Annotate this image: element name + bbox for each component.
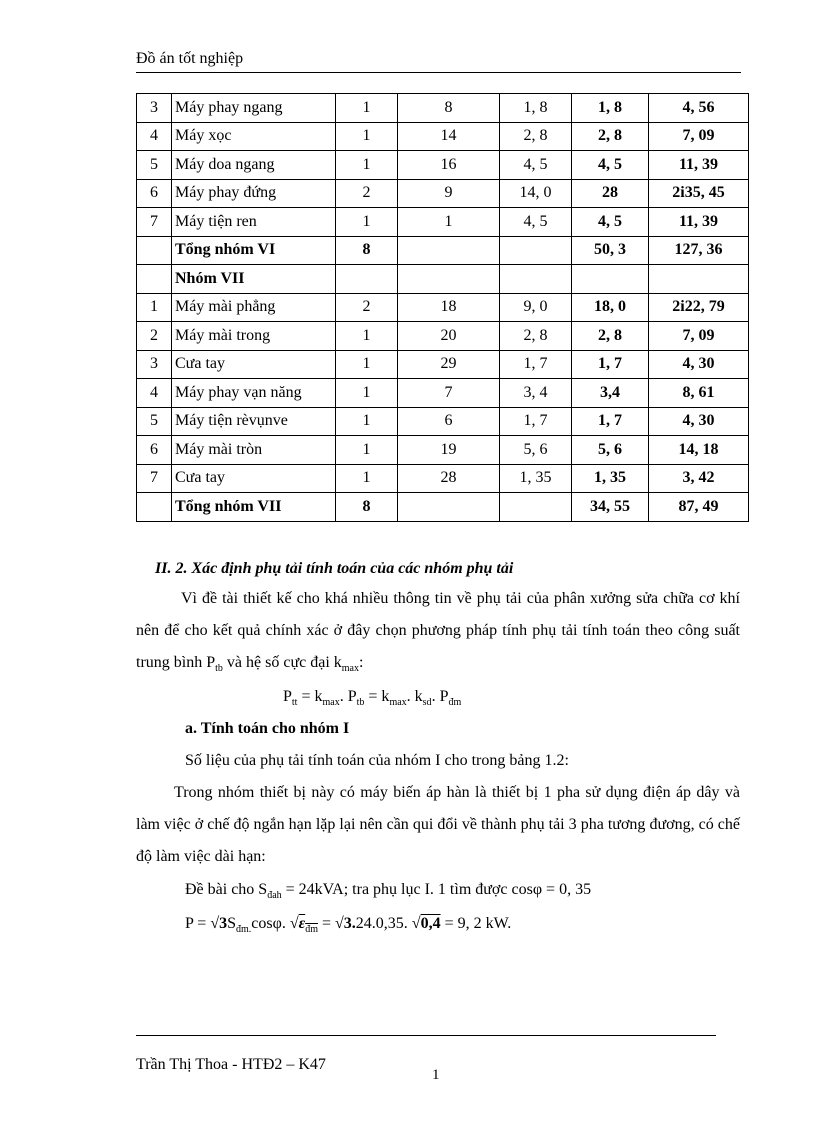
table-cell: 1, 35 bbox=[500, 464, 572, 493]
table-cell: Máy tiện ren bbox=[172, 208, 336, 237]
subscript-max: max bbox=[341, 663, 359, 675]
table-row bbox=[137, 293, 749, 322]
table-cell: 3, 4 bbox=[500, 379, 572, 408]
table-cell: 20 bbox=[398, 322, 500, 351]
table-cell: 18, 0 bbox=[572, 293, 649, 322]
table-cell: 4, 56 bbox=[649, 94, 749, 123]
table-row bbox=[137, 493, 749, 522]
table-row bbox=[137, 379, 749, 408]
table-cell: 14 bbox=[398, 122, 500, 151]
table-cell: 2, 8 bbox=[572, 322, 649, 351]
table-cell: 4, 5 bbox=[500, 151, 572, 180]
paragraph-method-end: : bbox=[358, 654, 364, 671]
table-row bbox=[137, 265, 749, 294]
subscript-tb: tb bbox=[215, 663, 223, 675]
table-cell: 8 bbox=[336, 493, 398, 522]
footer-divider bbox=[136, 1035, 716, 1036]
table-cell: 2 bbox=[336, 179, 398, 208]
table-cell: 2, 8 bbox=[500, 122, 572, 151]
table-cell: 4, 30 bbox=[649, 407, 749, 436]
table-cell: 4, 5 bbox=[572, 151, 649, 180]
table-cell: Tổng nhóm VII bbox=[172, 493, 336, 522]
table-cell bbox=[500, 236, 572, 265]
table-cell: 28 bbox=[398, 464, 500, 493]
table-cell: 1 bbox=[137, 293, 172, 322]
table-cell: 3, 42 bbox=[649, 464, 749, 493]
table-cell: 2i22, 79 bbox=[649, 293, 749, 322]
document-header-title: Đồ án tốt nghiệp bbox=[136, 50, 244, 67]
table-cell: 16 bbox=[398, 151, 500, 180]
table-cell: 4, 5 bbox=[572, 208, 649, 237]
table-cell: 1 bbox=[336, 350, 398, 379]
table-cell: 4, 5 bbox=[500, 208, 572, 237]
table-row bbox=[137, 94, 749, 123]
formula-ptt: $P_{tt} = k_{max}$. $P_{tb} = k_{max}$. $k_{sd}$. $P_{đm}$ bbox=[283, 688, 462, 709]
table-cell: Nhóm VII bbox=[172, 265, 336, 294]
paragraph-method-text: Vì đề tài thiết kế cho khá nhiều thông tin về phụ tải của phân xưởng sửa chữa cơ khí nên để cho kết quả chính xác ở đây chọn phương pháp tính phụ tải tính toán theo công suất trung bình P bbox=[136, 590, 740, 671]
table-row bbox=[137, 350, 749, 379]
table-cell: 6 bbox=[137, 436, 172, 465]
table-cell: 7, 09 bbox=[649, 122, 749, 151]
table-cell: 2i35, 45 bbox=[649, 179, 749, 208]
paragraph-method-mid: và hệ số cực đại k bbox=[222, 654, 342, 671]
table-cell: 7 bbox=[398, 379, 500, 408]
table-cell: 4, 30 bbox=[649, 350, 749, 379]
table-cell: 1, 8 bbox=[572, 94, 649, 123]
table-cell: Máy phay đứng bbox=[172, 179, 336, 208]
table-cell: 2 bbox=[137, 322, 172, 351]
table-row bbox=[137, 122, 749, 151]
table-cell: 3 bbox=[137, 350, 172, 379]
table-row bbox=[137, 322, 749, 351]
table-cell: 5 bbox=[137, 407, 172, 436]
table-cell: 8 bbox=[336, 236, 398, 265]
table-cell: 1, 7 bbox=[500, 350, 572, 379]
table-cell: 1 bbox=[336, 464, 398, 493]
table-cell: Máy xọc bbox=[172, 122, 336, 151]
table-cell: 2, 8 bbox=[500, 322, 572, 351]
table-cell: 8, 61 bbox=[649, 379, 749, 408]
table-cell: 5, 6 bbox=[500, 436, 572, 465]
table-cell: 5 bbox=[137, 151, 172, 180]
table-cell: 87, 49 bbox=[649, 493, 749, 522]
table-cell: 4 bbox=[137, 379, 172, 408]
table-row bbox=[137, 407, 749, 436]
footer-author: Trần Thị Thoa - HTĐ2 – K47 bbox=[136, 1056, 326, 1073]
table-cell: 9 bbox=[398, 179, 500, 208]
table-row bbox=[137, 179, 749, 208]
table-cell: 9, 0 bbox=[500, 293, 572, 322]
line-table-ref: Số liệu của phụ tải tính toán của nhóm I cho trong bảng 1.2: bbox=[185, 752, 569, 769]
table-cell: 28 bbox=[572, 179, 649, 208]
table-cell bbox=[572, 265, 649, 294]
table-cell: 29 bbox=[398, 350, 500, 379]
table-cell: 1 bbox=[336, 151, 398, 180]
table-cell bbox=[500, 265, 572, 294]
table-cell: 1, 7 bbox=[572, 350, 649, 379]
table-cell: 1 bbox=[336, 94, 398, 123]
table-cell: 1, 35 bbox=[572, 464, 649, 493]
table-cell: 14, 0 bbox=[500, 179, 572, 208]
table-cell: 8 bbox=[398, 94, 500, 123]
table-cell: 2, 8 bbox=[572, 122, 649, 151]
table-cell: 1 bbox=[398, 208, 500, 237]
table-cell bbox=[398, 265, 500, 294]
table-row bbox=[137, 236, 749, 265]
formula-power: $P = √3S_{đm.}\cos\varphi$. $√\varepsilon_{đm} = √3.24.0,35$. √0,4 = 9, 2 kW. bbox=[185, 915, 512, 936]
table-cell: 127, 36 bbox=[649, 236, 749, 265]
table-cell: 7, 09 bbox=[649, 322, 749, 351]
table-row bbox=[137, 151, 749, 180]
table-row bbox=[137, 464, 749, 493]
table-cell: 50, 3 bbox=[572, 236, 649, 265]
table-cell: 2 bbox=[336, 293, 398, 322]
table-row bbox=[137, 208, 749, 237]
table-cell bbox=[398, 493, 500, 522]
table-cell: Máy mài trong bbox=[172, 322, 336, 351]
table-cell: Máy mài phẳng bbox=[172, 293, 336, 322]
table-cell: 1, 7 bbox=[500, 407, 572, 436]
table-cell: 19 bbox=[398, 436, 500, 465]
table-cell: 1 bbox=[336, 322, 398, 351]
table-cell: Máy tiện rèvụnve bbox=[172, 407, 336, 436]
table-cell: 34, 55 bbox=[572, 493, 649, 522]
table-cell: Cưa tay bbox=[172, 464, 336, 493]
table-cell: 3 bbox=[137, 94, 172, 123]
table-cell: 1, 8 bbox=[500, 94, 572, 123]
table-cell: Máy doa ngang bbox=[172, 151, 336, 180]
table-cell bbox=[137, 493, 172, 522]
table-cell bbox=[398, 236, 500, 265]
table-cell: 11, 39 bbox=[649, 208, 749, 237]
table-cell bbox=[137, 236, 172, 265]
table-cell: 14, 18 bbox=[649, 436, 749, 465]
table-cell: Máy phay ngang bbox=[172, 94, 336, 123]
table-cell bbox=[649, 265, 749, 294]
table-cell: 4 bbox=[137, 122, 172, 151]
table-cell: 1 bbox=[336, 208, 398, 237]
table-cell: Máy mài tròn bbox=[172, 436, 336, 465]
table-cell: Máy phay vạn năng bbox=[172, 379, 336, 408]
table-cell: Cưa tay bbox=[172, 350, 336, 379]
table-cell: 11, 39 bbox=[649, 151, 749, 180]
paragraph-transformer: Trong nhóm thiết bị này có máy biến áp hàn là thiết bị 1 pha sử dụng điện áp dây và làm việc ở chế độ ngắn hạn lặp lại nên cần qui đổi về thành phụ tải 3 pha tương đương, có chế độ làm việc dài hạn: bbox=[136, 784, 740, 865]
table-cell: 3,4 bbox=[572, 379, 649, 408]
table-cell: 6 bbox=[137, 179, 172, 208]
table-cell: 7 bbox=[137, 208, 172, 237]
table-cell: 1, 7 bbox=[572, 407, 649, 436]
table-cell: 7 bbox=[137, 464, 172, 493]
line-given-data: Đề bài cho $S_{đah} = 24kVA$; tra phụ lục I. 1 tìm được cosφ = 0, 35 bbox=[185, 881, 592, 902]
table-cell: 1 bbox=[336, 407, 398, 436]
table-row bbox=[137, 436, 749, 465]
header-divider bbox=[136, 72, 741, 73]
table-cell: 1 bbox=[336, 122, 398, 151]
table-cell: 5, 6 bbox=[572, 436, 649, 465]
page-number: 1 bbox=[432, 1067, 440, 1083]
subsection-a-heading: a. Tính toán cho nhóm I bbox=[185, 720, 350, 737]
paragraph-method bbox=[136, 583, 740, 685]
table-cell: 1 bbox=[336, 436, 398, 465]
equipment-table bbox=[136, 93, 749, 522]
section-heading: II. 2. Xác định phụ tải tính toán của các nhóm phụ tải bbox=[155, 560, 514, 577]
table-cell bbox=[137, 265, 172, 294]
table-cell bbox=[336, 265, 398, 294]
table-cell: Tổng nhóm VI bbox=[172, 236, 336, 265]
table-cell: 1 bbox=[336, 379, 398, 408]
table-cell: 6 bbox=[398, 407, 500, 436]
table-cell: 18 bbox=[398, 293, 500, 322]
table-cell bbox=[500, 493, 572, 522]
